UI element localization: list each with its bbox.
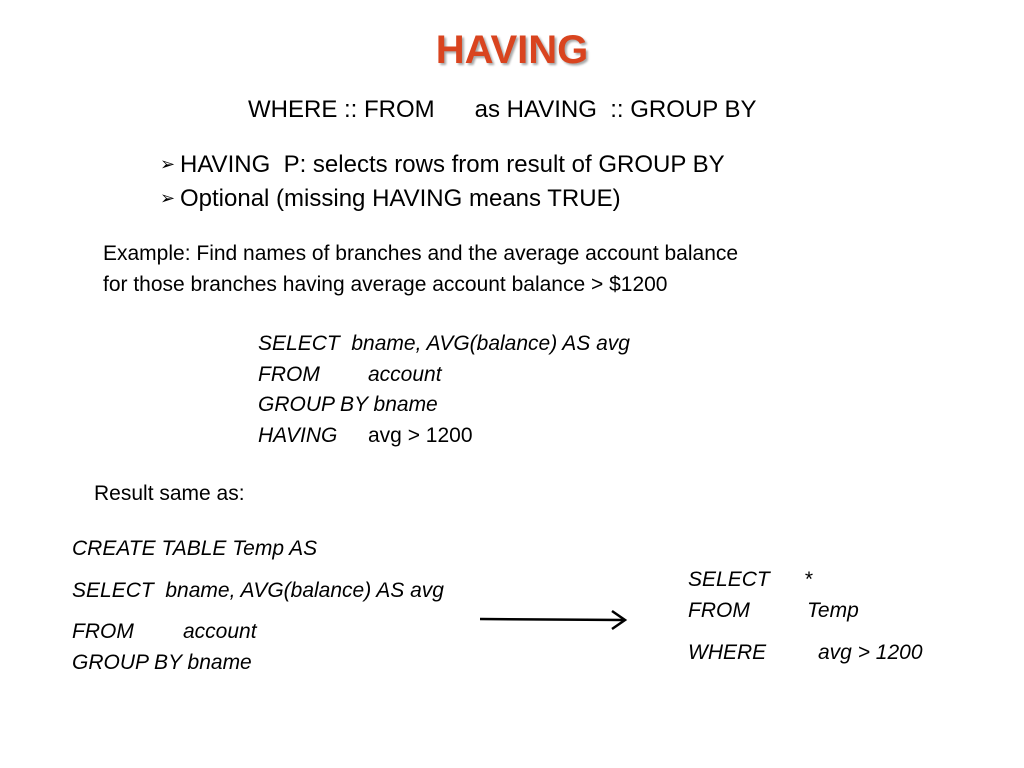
query3-from-line [688,600,859,621]
query2-create-line: CREATE TABLE Temp AS [72,537,318,560]
bullet-text: Optional (missing HAVING means TRUE) [180,185,621,212]
query3-where-line [688,642,923,663]
example-line: Example: Find names of branches and the average account balance [103,242,739,265]
sql-value: avg > 1200 [368,424,473,447]
sql-value: bname, AVG(balance) AS avg [165,579,444,602]
sql-keyword: SELECT [258,332,340,355]
sql-keyword: WHERE [688,641,767,664]
query2-from-line [72,621,257,642]
sql-keyword: FROM [258,363,320,386]
query1-from-line [258,364,442,385]
sql-value: * [804,568,813,591]
sql-value: avg > 1200 [818,641,923,664]
query1-having-line [258,425,473,446]
sql-keyword: FROM [72,620,134,643]
sql-keyword: SELECT [688,568,770,591]
query2-groupby-line: GROUP BY bname [72,651,252,674]
slide-title: HAVING [435,28,589,72]
example-line: for those branches having average account balance > $1200 [103,273,668,296]
query2-select-line [72,580,444,601]
bullet-item [160,153,725,177]
result-label: Result same as: [94,482,245,505]
bullet-item [160,187,621,211]
bullet-text: HAVING P: selects rows from result of GROUP BY [180,151,725,178]
sql-keyword: SELECT [72,579,154,602]
query3-select-line [688,569,812,590]
sql-value: account [368,363,442,386]
arrow-bullet-icon: ➢ [160,154,176,174]
sql-keyword: HAVING [258,424,338,447]
right-arrow-icon [478,608,633,632]
query1-groupby-line: GROUP BY bname [258,393,438,416]
sql-keyword: FROM [688,599,750,622]
sql-value: bname, AVG(balance) AS avg [351,332,630,355]
slide-subtitle: WHERE :: FROM as HAVING :: GROUP BY [248,96,757,123]
arrow-bullet-icon: ➢ [160,188,176,208]
sql-value: account [183,620,257,643]
query1-select-line [258,333,630,354]
sql-value: Temp [807,599,859,622]
